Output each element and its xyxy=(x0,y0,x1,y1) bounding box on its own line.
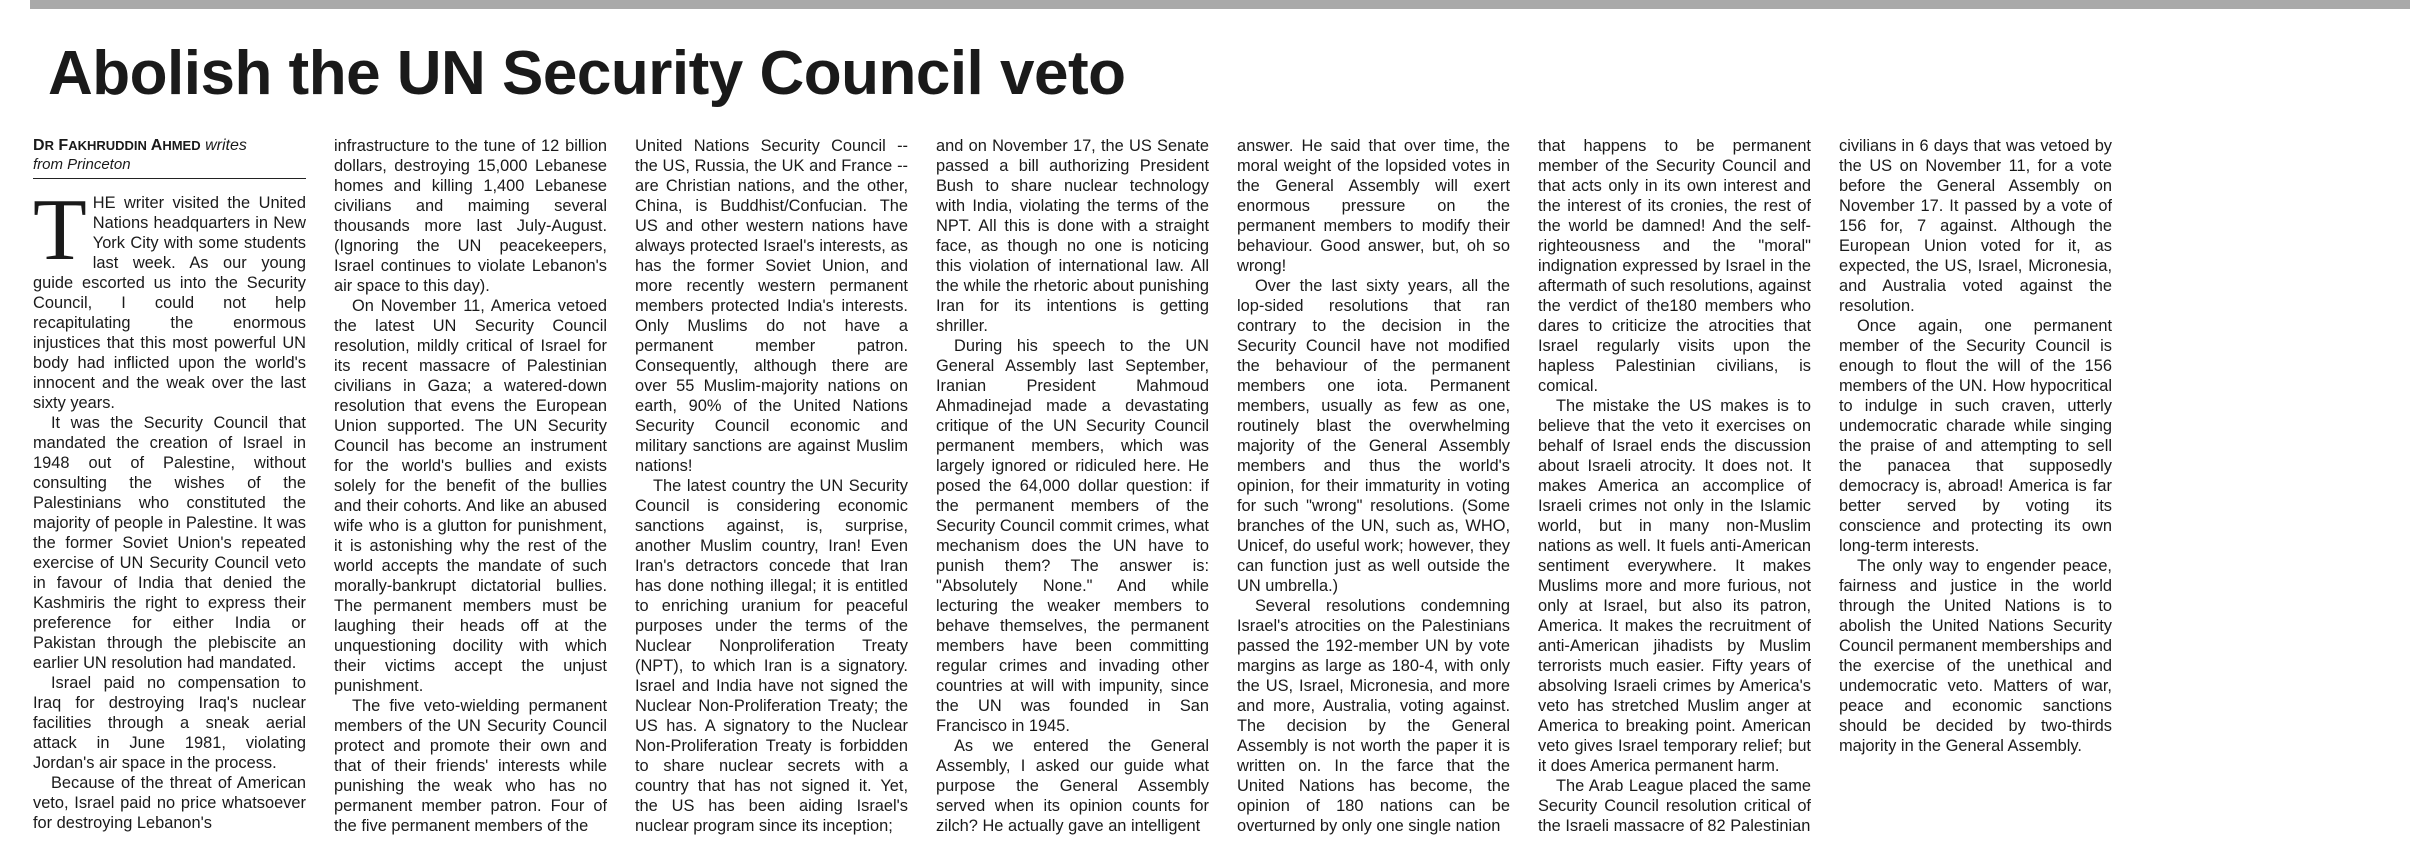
article-column-1 xyxy=(33,136,306,851)
article-paragraph: The Arab League placed the same Security Council resolution critical of the Israeli massacre of 82 Palestinian xyxy=(1538,777,1811,835)
article-paragraph: Once again, one permanent member of the Security Council is enough to flout the will of the 156 members of the UN. How hypocritical to indulge in such craven, utterly undemocratic charade while singing the praise of and attempting to sell the panacea that supposedly democracy is, abroad! America is far better served by voting its conscience and protecting its own long-term interests. xyxy=(1839,317,2112,555)
article-column-2 xyxy=(334,136,607,851)
headline: Abolish the UN Security Council veto xyxy=(48,39,1126,108)
article-paragraph: It was the Security Council that mandated the creation of Israel in 1948 out of Palestine, without consulting the wishes of the Palestinians who constituted the majority of people in Palestine. It was the former Soviet Union's repeated exercise of UN Security Council veto in favour of India that denied the Kashmiris the right to express their preference for either India or Pakistan through the plebiscite an earlier UN resolution had mandated. xyxy=(33,414,306,672)
article-column-7 xyxy=(1839,136,2112,851)
article-column-3 xyxy=(635,136,908,851)
article-paragraph: and on November 17, the US Senate passed a bill authorizing President Bush to share nuclear technology with India, violating the terms of the NPT. All this is done with a straight face, as though no one is noticing this violation of international law. All the while the rhetoric about punishing Iran for its intentions is getting shriller. xyxy=(936,137,1209,335)
article-paragraph: The mistake the US makes is to believe that the veto it exercises on behalf of Israel ends the discussion about Israeli atrocity. It does not. It makes America an accomplice of Israeli crimes not only in the Islamic world, but in many non-Muslim nations as well. It fuels anti-American sentiment everywhere. It makes Muslims more and more furious, not only at Israel, but also its patron, America. It makes the recruitment of anti-American jihadists by Muslim terrorists much easier. Fifty years of absolving Israeli crimes by America's veto has stretched Muslim anger at America to breaking point. American veto gives Israel temporary relief; but it does America permanent harm. xyxy=(1538,397,1811,775)
article-paragraph: As we entered the General Assembly, I asked our guide what purpose the General Assembly served when its opinion counts for zilch? He actually gave an intelligent xyxy=(936,737,1209,835)
drop-cap: T xyxy=(33,182,87,279)
byline xyxy=(33,136,306,179)
article-paragraph: The latest country the UN Security Council is considering economic sanctions against, is, surprise, another Muslim country, Iran! Even Iran's detractors concede that Iran has done nothing illegal; it is entitled to enriching uranium for peaceful purposes under the terms of the Nuclear Nonproliferation Treaty (NPT), to which Iran is a signatory. Israel and India have not signed the Nuclear Non-Proliferation Treaty; the US has. A signatory to the Nuclear Non-Proliferation Treaty is forbidden to share nuclear secrets with a country that has not signed it. Yet, the US has been aiding Israel's nuclear program since its inception; xyxy=(635,477,908,835)
article-paragraph: Because of the threat of American veto, Israel paid no price whatsoever for destroying Lebanon's xyxy=(33,774,306,832)
article-paragraph: Israel paid no compensation to Iraq for destroying Iraq's nuclear facilities through a sneak aerial attack in June 1981, violating Jordan's air space in the process. xyxy=(33,674,306,772)
article-paragraph: answer. He said that over time, the moral weight of the lopsided votes in the General Assembly will exert enormous pressure on the permanent members to modify their behaviour. Good answer, but, oh so wrong! xyxy=(1237,137,1510,275)
byline-author: DR FAKHRUDDIN AHMED writes xyxy=(33,137,247,154)
article-paragraph: Over the last sixty years, all the lop-sided resolutions that ran contrary to the decision in the Security Council have not modified the behaviour of the permanent members one iota. Permanent members, usually as few as one, routinely blast the overwhelming majority of the General Assembly members and thus the world's opinion, for their immaturity in voting for such "wrong" resolutions. (Some branches of the UN, such as, WHO, Unicef, do useful work; however, they can function just as well outside the UN umbrella.) xyxy=(1237,277,1510,595)
top-rule xyxy=(30,0,2410,9)
article-paragraph: During his speech to the UN General Assembly last September, Iranian President Mahmoud Ahmadinejad made a devastating critique of the UN Security Council permanent members, which was largely ignored or ridiculed here. He posed the 64,000 dollar question: if the permanent members of the Security Council commit crimes, what mechanism does the UN have to punish them? The answer is: "Absolutely None." And while lecturing the weaker members to behave themselves, the permanent members have been committing regular crimes and invading other countries at will with impunity, since the UN was founded in San Francisco in 1945. xyxy=(936,337,1209,735)
article-column-4 xyxy=(936,136,1209,851)
article-columns xyxy=(33,136,2413,851)
article-paragraph: The five veto-wielding permanent members of the UN Security Council protect and promote their own and that of their friends' interests while punishing the weak who has no permanent member patron. Four of the five permanent members of the xyxy=(334,697,607,835)
article-paragraph: infrastructure to the tune of 12 billion dollars, destroying 15,000 Lebanese homes and killing 1,400 Lebanese civilians and maiming several thousands more last July-August. (Ignoring the UN peacekeepers, Israel continues to violate Lebanon's air space to this day). xyxy=(334,137,607,295)
article-column-8 xyxy=(2140,136,2413,851)
article-paragraph: Several resolutions condemning Israel's atrocities on the Palestinians passed the 192-member UN by vote margins as large as 180-4, with only the US, Israel, Micronesia, and more and more, Australia, voting against. The decision by the General Assembly is not worth the paper it is written on. In the farce that the United Nations has become, the opinion of 180 nations can be overturned by only one single nation xyxy=(1237,597,1510,835)
article-column-6 xyxy=(1538,136,1811,851)
article-column-5 xyxy=(1237,136,1510,851)
article-paragraph: that happens to be permanent member of the Security Council and that acts only in its own interest and the interest of its cronies, the rest of the world be damned! And the self-righteousness and the "moral" indignation expressed by Israel in the aftermath of such resolutions, against the verdict of the180 members who dares to criticize the atrocities that Israel regularly visits upon the hapless Palestinian civilians, is comical. xyxy=(1538,137,1811,395)
byline-location: from Princeton xyxy=(33,156,131,173)
article-paragraph: United Nations Security Council -- the US, Russia, the UK and France -- are Christian nations, and the other, China, is Buddhist/Confucian. The US and other western nations have always protected Israel's interests, as has the former Soviet Union, and more recently western permanent members protected India's interests. Only Muslims do not have a permanent member patron. Consequently, although there are over 55 Muslim-majority nations on earth, 90% of the United Nations Security Council economic and military sanctions are against Muslim nations! xyxy=(635,137,908,475)
article-paragraph: THE writer visited the United Nations headquarters in New York City with some students last week. As our young guide escorted us into the Security Council, I could not help recapitulating the enormous injustices that this most powerful UN body had inflicted upon the world's innocent and the weak over the last sixty years. xyxy=(33,182,306,412)
article-paragraph: civilians in 6 days that was vetoed by the US on November 11, for a vote before the General Assembly on November 17. It passed by a vote of 156 for, 7 against. Although the European Union voted for it, as expected, the US, Israel, Micronesia, and Australia voted against the resolution. xyxy=(1839,137,2112,315)
article-paragraph: The only way to engender peace, fairness and justice in the world through the United Nations is to abolish the United Nations Security Council permanent memberships and the exercise of the unethical and undemocratic veto. Matters of war, peace and economic sanctions should be decided by two-thirds majority in the General Assembly. xyxy=(1839,557,2112,755)
article-paragraph: On November 11, America vetoed the latest UN Security Council resolution, mildly critical of Israel for its recent massacre of Palestinian civilians in Gaza; a watered-down resolution that evens the European Union supported. The UN Security Council has become an instrument for the world's bullies and exists solely for the benefit of the bullies and their cohorts. And like an abused wife who is a glutton for punishment, it is astonishing why the rest of the world accepts the mandate of such morally-bankrupt dictatorial bullies. The permanent members must be laughing their heads off at the unquestioning docility with which their victims accept the unjust punishment. xyxy=(334,297,607,695)
